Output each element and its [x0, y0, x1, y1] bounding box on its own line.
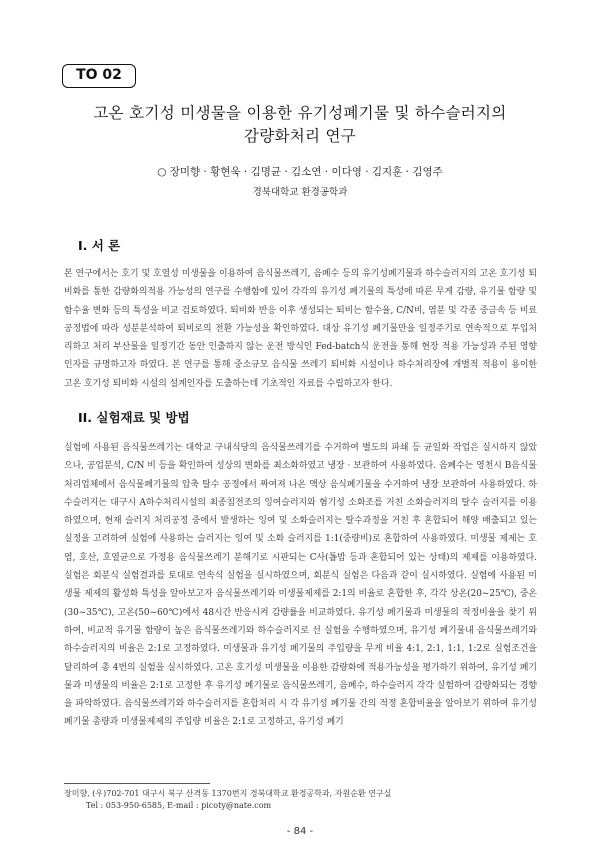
- introduction-paragraph: 본 연구에서는 호기 및 호열성 미생물을 이용하여 음식물쓰레기, 음폐수 등의 유기성폐기물과 하수슬러지의 고온 호기성 퇴비화를 통한 감량화의적용 가능성의 연구를 수행함에 있어 각각의 유기성 폐기물의 특성에 따른 무게 감량, 유기물 함량 및 함수율 변화 등의 특성을 비교 검토하였다. 퇴비화 반응 이후 생성되는 퇴비는 함수율, C/N비, 염분 및 각종 중금속 등 비료공정법에 따라 성분분석하여 퇴비로의 전환 가능성을 확인하였다. 대상 유기성 폐기물만을 일정주기로 연속적으로 투입처리하고 처리 부산물을 일정기간 동안 인출하지 않는 운전 방식인 Fed-batch식 운전을 통해 현장 적용 가능성과 주된 영향인자를 규명하고자 하였다. 본 연구를 통해 중소규모 음식물 쓰레기 퇴비화 시설이나 하수처리장에 개별적 적용이 용이한 고온 호기성 퇴비화 시설의 설계인자를 도출하는데 기초적인 자료를 수립하고자 한다.: [64, 269, 537, 389]
- footnote-contact: Tel : 053-950-6585, E-mail : picoty@nate.com: [86, 801, 272, 810]
- section-heading-introduction: I. 서 론: [78, 238, 121, 253]
- author-list: ○ 장미향 · 황현욱 · 김명균 · 김소연 · 이다영 · 김지훈 · 김영주: [157, 166, 443, 178]
- paper-title-line2: 감량화처리 연구: [243, 127, 357, 145]
- methods-paragraph: 실험에 사용된 음식물쓰레기는 대학교 구내식당의 음식물쓰레기를 수거하여 별도의 파쇄 등 균일화 작업은 실시하지 않았으나, 공업분석, C/N 비 등을 확인하여 성상의 변화를 최소화하였고 냉장 · 보관하여 사용하였다. 음폐수는 영천시 B음식물 처리업체에서 음식물폐기물의 압축 탈수 공정에서 짜여져 나온 액상 음식폐기물을 수거하여 냉장 보관하여 사용하였다. 하수슬러지는 대구시 A하수처리시설의 최종침전조의 잉여슬러지와 혐기성 소화조를 거친 소화슬러지의 탈수 슬러지를 이용하였으며, 현재 슬러지 처리공정 중에서 발생하는 잉여 및 소화슬러지는 탈수과정을 거친 후 혼합되어 해양 배출되고 있는 실정을 고려하여 실험에 사용하는 슬러지는 잉여 및 소화 슬러지를 1:1(중량비)로 혼합하여 사용하였다. 미생물 제제는 호염, 호산, 호열균으로 가정용 음식물쓰레기 분해기로 시판되는 C사(톱밥 등과 혼합되어 있는 상태)의 제제를 이용하였다. 실험은 회분식 실험결과를 토대로 연속식 실험을 실시하였으며, 회분식 실험은 다음과 같이 실시하였다. 실험에 사용된 미생물 제제의 활성화 특성을 알아보고자 음식물쓰레기와 미생물제제를 2:1의 비율로 혼합한 후, 각각 상온(20~25℃), 중온(30~35℃), 고온(50~60℃)에서 48시간 반응시켜 감량률을 비교하였다. 유기성 폐기물과 미생물의 적정비율을 찾기 위하여, 비교적 유기물 함량이 높은 음식물쓰레기와 하수슬러지로 선 실험을 수행하였으며, 유기성 폐기물내 음식물쓰레기와 하수슬러지의 비율은 2:1로 고정하였다. 미생물과 유기성 폐기물의 주입량을 무게 비율 4:1, 2:1, 1:1, 1:2로 실험조건을 달리하여 총 4번의 실험을 실시하였다. 고온 호기성 미생물을 이용한 감량화에 적용가능성을 평가하기 위하여, 유기성 폐기물과 미생물의 비율은 2:1로 고정한 후 유기성 폐기물로 음식물쓰레기, 음폐수, 하수슬러지 각각 실험하여 감량화되는 경향을 파악하였다. 음식물쓰레기와 하수슬러지를 혼합처리 시 각 유기성 폐기물 간의 적정 혼합비율을 알아보기 위하여 유기성 폐기물 총량과 미생물제제의 주입량 비율은 2:1로 고정하고, 유기성 폐기: [64, 443, 537, 728]
- footnote-divider: [64, 783, 210, 784]
- section-heading-methods: II. 실험재료 및 방법: [78, 410, 190, 425]
- footnote-address: 장미향, (우)702-701 대구시 북구 산격동 1370번지 경북대학교 환경공학과, 자원순환 연구실: [64, 789, 392, 798]
- page-number: - 84 -: [286, 826, 314, 837]
- paper-title-line1: 고온 호기성 미생물을 이용한 유기성폐기물 및 하수슬러지의: [93, 104, 507, 122]
- affiliation: 경북대학교 환경공학과: [252, 187, 348, 198]
- paper-code-label: TO 02: [62, 64, 136, 88]
